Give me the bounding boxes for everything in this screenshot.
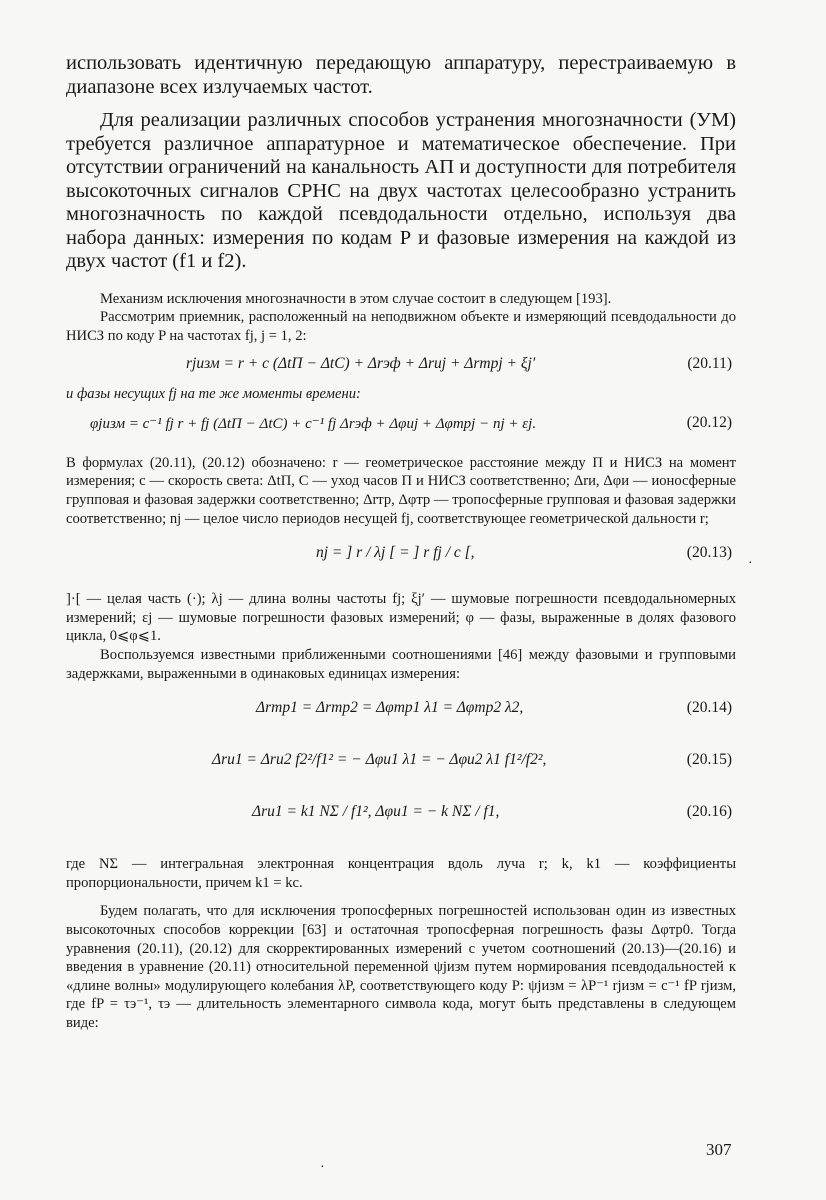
- paragraph-6: В формулах (20.11), (20.12) обозначено: r — геометрическое расстояние между П и НИСЗ на момент измерения; c — скорость света: ΔtП, С — уход часов П и НИСЗ соответственно; Δrи, Δφи — ионосферные групповая и фазовая задержки соответственно; Δrтр, Δφтр — тропосферные групповая и фазовая задержки соответственно; nj — целое число периодов несущей fj, соответствующее геометрической дальности r;: [66, 454, 736, 527]
- equation-20-12-label: (20.12): [686, 413, 732, 431]
- equation-20-11: [66, 345, 736, 385]
- equation-20-11-label: (20.11): [687, 355, 732, 373]
- equation-20-12-expr: φjизм = c⁻¹ fj r + fj (ΔtП − ΔtС) + c⁻¹ fj Δrэф + Δφиj + Δφтрj − nj + εj.: [90, 415, 537, 432]
- paragraph-7: ]·[ — целая часть (·); λj — длина волны частоты fj; ξj′ — шумовые погрешности псевдодальномерных измерений; εj — шумовые погрешности фазовых измерений; φ — фазы, выраженные в долях фазового цикла, 0⩽φ⩽1.: [66, 591, 736, 645]
- equation-20-11-expr: rjизм = r + c (ΔtП − ΔtС) + Δrэф + Δrиj + Δrтрj + ξj′: [186, 355, 536, 373]
- paragraph-4: Рассмотрим приемник, расположенный на неподвижном объекте и измеряющий псевдодальности до НИСЗ по коду P на частотах fj, j = 1, 2:: [66, 309, 736, 344]
- equation-20-13-label: (20.13): [686, 544, 732, 562]
- equation-20-13: [66, 528, 736, 580]
- equation-20-14-expr: Δrтр1 = Δrтр2 = Δφтр1 λ1 = Δφтр2 λ2,: [256, 699, 524, 717]
- paragraph-9: где NΣ — интегральная электронная концентрация вдоль луча r; k, k1 — коэффициенты пропорциональности, причем k1 = kc.: [66, 856, 736, 891]
- equation-20-16-expr: Δrи1 = k1 NΣ / f1², Δφи1 = − k NΣ / f1,: [252, 803, 500, 821]
- equation-20-15-label: (20.15): [686, 751, 732, 769]
- paragraph-2: Для реализации различных способов устранения многозначности (УМ) требуется различное аппаратурное и математическое обеспечение. При отсутствии ограничений на канальность АП и доступности для потребителя высокоточных сигналов СРНС на двух частотах целесообразно устранить многозначность по каждой псевдодальности отдельно, используя два набора данных: измерения по кодам P и фазовые измерения на каждой из двух частот (f1 и f2).: [66, 109, 736, 272]
- equation-20-15: [66, 735, 736, 787]
- page-number: 307: [706, 1140, 732, 1159]
- page-content: [66, 52, 736, 1033]
- paragraph-1: использовать идентичную передающую аппаратуру, перестраиваемую в диапазоне всех излучаемых частот.: [66, 52, 736, 98]
- equation-20-16-label: (20.16): [686, 803, 732, 821]
- paragraph-5: и фазы несущих fj на те же моменты времени:: [66, 386, 361, 403]
- equation-20-13-expr: nj = ] r / λj [ = ] r fj / c [,: [316, 544, 475, 562]
- paragraph-3: Механизм исключения многозначности в этом случае состоит в следующем [193].: [100, 290, 612, 307]
- stray-mark: ·: [748, 556, 753, 571]
- equation-20-15-expr: Δrи1 = Δrи2 f2²/f1² = − Δφи1 λ1 = − Δφи2 λ1 f1²/f2²,: [212, 751, 547, 769]
- paragraph-8: Воспользуемся известными приближенными соотношениями [46] между фазовыми и групповыми задержками, выраженными в одинаковых единицах измерения:: [66, 647, 736, 682]
- equation-20-12: [66, 404, 736, 444]
- paragraph-10: Будем полагать, что для исключения тропосферных погрешностей использован один из известных высокоточных способов коррекции [63] и остаточная тропосферная погрешность фазы Δφтр0. Тогда уравнения (20.11), (20.12) для скорректированных измерений с учетом соотношений (20.13)—(20.16) и введения в уравнение (20.11) относительной переменной ψjизм путем нормирования псевдодальностей к «длине волны» модулирующего колебания λP, соответствующего коду P: ψjизм = λP⁻¹ rjизм = c⁻¹ fP rjизм, где fP = τэ⁻¹, τэ — длительность элементарного символа кода, могут быть представлены в следующем виде:: [66, 903, 736, 1031]
- equation-20-16: [66, 787, 736, 839]
- equation-20-14: [66, 683, 736, 735]
- scan-dot: ·: [320, 1160, 325, 1175]
- equation-20-14-label: (20.14): [686, 699, 732, 717]
